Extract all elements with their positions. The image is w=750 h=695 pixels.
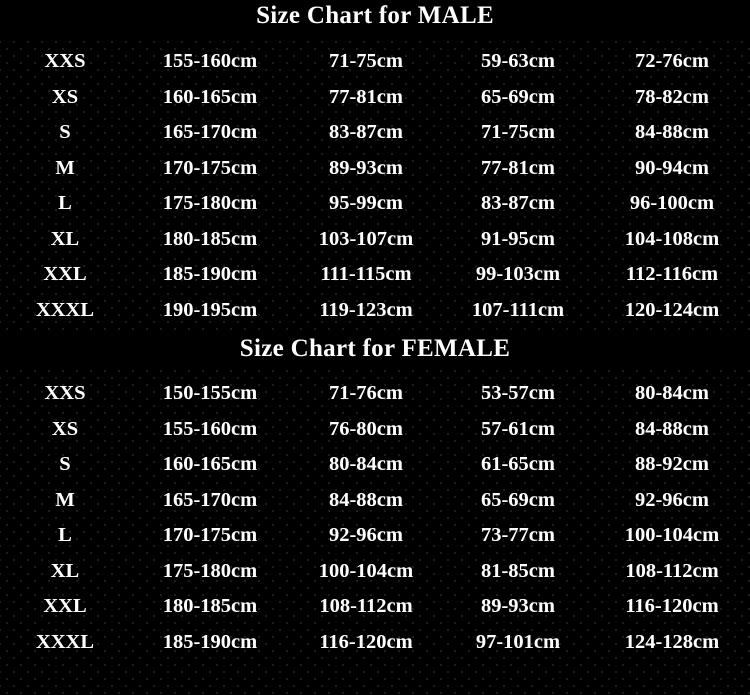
female-chart-title: Size Chart for FEMALE <box>0 330 750 368</box>
table-row <box>0 80 750 116</box>
size-label: S <box>59 121 71 144</box>
height-value: 185-190cm <box>162 263 258 286</box>
hip-value: 78-82cm <box>634 85 709 108</box>
table-row <box>0 186 750 222</box>
hip-value: 120-124cm <box>624 298 720 321</box>
table-row <box>0 589 750 625</box>
female-size-table <box>0 376 750 660</box>
height-value: 175-180cm <box>162 559 258 582</box>
chest-value: 108-112cm <box>319 595 413 618</box>
table-row <box>0 483 750 519</box>
height-value: 165-170cm <box>162 121 258 144</box>
waist-value: 53-57cm <box>480 382 555 405</box>
height-value: 190-195cm <box>162 298 258 321</box>
waist-value: 89-93cm <box>480 595 555 618</box>
size-label: L <box>58 524 72 547</box>
chest-value: 77-81cm <box>328 85 403 108</box>
hip-value: 72-76cm <box>634 50 709 73</box>
hip-value: 116-120cm <box>625 595 719 618</box>
hip-value: 84-88cm <box>634 417 709 440</box>
table-row <box>0 44 750 80</box>
male-chart-body <box>0 36 750 328</box>
size-label: XS <box>51 417 79 440</box>
height-value: 180-185cm <box>162 227 258 250</box>
hip-value: 100-104cm <box>624 524 720 547</box>
size-label: XXS <box>44 382 86 405</box>
height-value: 150-155cm <box>162 382 258 405</box>
table-row <box>0 222 750 258</box>
chest-value: 111-115cm <box>320 263 412 286</box>
table-row <box>0 115 750 151</box>
waist-value: 81-85cm <box>480 559 555 582</box>
height-value: 170-175cm <box>162 524 258 547</box>
hip-value: 90-94cm <box>634 156 709 179</box>
size-label: M <box>55 488 75 511</box>
chest-value: 71-76cm <box>328 382 403 405</box>
table-row <box>0 518 750 554</box>
size-label: XXXL <box>35 298 95 321</box>
waist-value: 73-77cm <box>480 524 555 547</box>
height-value: 160-165cm <box>162 85 258 108</box>
waist-value: 59-63cm <box>480 50 555 73</box>
table-row <box>0 447 750 483</box>
chest-value: 119-123cm <box>319 298 413 321</box>
chest-value: 116-120cm <box>319 630 413 653</box>
size-label: M <box>55 156 75 179</box>
table-row <box>0 151 750 187</box>
waist-value: 57-61cm <box>480 417 555 440</box>
male-chart-title: Size Chart for MALE <box>0 0 750 36</box>
size-label: XL <box>50 227 80 250</box>
waist-value: 99-103cm <box>475 263 561 286</box>
size-label: XXXL <box>35 630 95 653</box>
table-row <box>0 376 750 412</box>
height-value: 185-190cm <box>162 630 258 653</box>
size-label: XXS <box>44 50 86 73</box>
table-row <box>0 625 750 661</box>
height-value: 180-185cm <box>162 595 258 618</box>
waist-value: 97-101cm <box>475 630 561 653</box>
chest-value: 83-87cm <box>328 121 403 144</box>
male-size-table <box>0 44 750 328</box>
size-label: S <box>59 453 71 476</box>
chest-value: 103-107cm <box>318 227 414 250</box>
hip-value: 88-92cm <box>634 453 709 476</box>
chest-value: 92-96cm <box>328 524 403 547</box>
hip-value: 108-112cm <box>625 559 719 582</box>
size-label: XS <box>51 85 79 108</box>
hip-value: 80-84cm <box>634 382 709 405</box>
chest-value: 95-99cm <box>328 192 403 215</box>
height-value: 170-175cm <box>162 156 258 179</box>
table-row <box>0 293 750 329</box>
waist-value: 77-81cm <box>480 156 555 179</box>
table-row <box>0 554 750 590</box>
hip-value: 124-128cm <box>624 630 720 653</box>
hip-value: 112-116cm <box>625 263 719 286</box>
hip-value: 96-100cm <box>629 192 715 215</box>
height-value: 155-160cm <box>162 417 258 440</box>
female-chart-body <box>0 368 750 660</box>
height-value: 175-180cm <box>162 192 258 215</box>
height-value: 160-165cm <box>162 453 258 476</box>
table-row <box>0 412 750 448</box>
chest-value: 76-80cm <box>328 417 403 440</box>
size-label: XXL <box>43 263 87 286</box>
waist-value: 61-65cm <box>480 453 555 476</box>
height-value: 165-170cm <box>162 488 258 511</box>
size-label: XXL <box>43 595 87 618</box>
height-value: 155-160cm <box>162 50 258 73</box>
hip-value: 104-108cm <box>624 227 720 250</box>
size-label: XL <box>50 559 80 582</box>
hip-value: 84-88cm <box>634 121 709 144</box>
waist-value: 91-95cm <box>480 227 555 250</box>
hip-value: 92-96cm <box>634 488 709 511</box>
chest-value: 89-93cm <box>328 156 403 179</box>
waist-value: 65-69cm <box>480 85 555 108</box>
table-row <box>0 257 750 293</box>
waist-value: 107-111cm <box>471 298 565 321</box>
chest-value: 100-104cm <box>318 559 414 582</box>
chest-value: 84-88cm <box>328 488 403 511</box>
chest-value: 80-84cm <box>328 453 403 476</box>
waist-value: 83-87cm <box>480 192 555 215</box>
waist-value: 71-75cm <box>480 121 555 144</box>
waist-value: 65-69cm <box>480 488 555 511</box>
size-label: L <box>58 192 72 215</box>
chest-value: 71-75cm <box>328 50 403 73</box>
